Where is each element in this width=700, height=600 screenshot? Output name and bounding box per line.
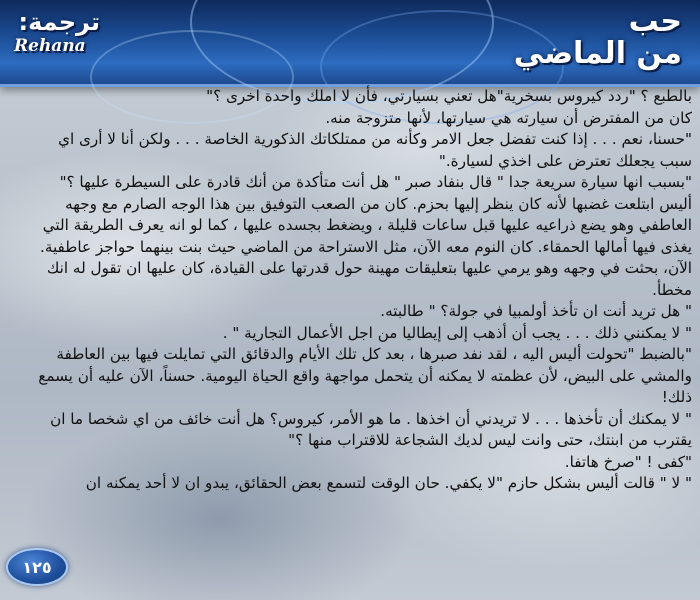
paragraph: " لا يمكنك أن تأخذها . . . لا تريدني أن اخذها . ما هو الأمر، كيروس؟ هل أنت خائف من اي شخصا ما ان يقترب من ابنتك، حتى وانت ليس لديك الشجاعة للاقتراب منها ؟": [50, 409, 692, 449]
book-title: [514, 6, 682, 69]
story-text: [22, 86, 692, 495]
title-line-2: من الماضي: [513, 35, 682, 71]
paragraph: "كفى ! "صرخ هاتفا.: [564, 452, 692, 471]
header-banner: [0, 0, 700, 87]
page-number-badge: [6, 548, 68, 586]
paragraph: أليس ابتلعت غضبها لأنه كان ينظر إليها بحزم. كان من الصعب التوفيق بين هذا الوجه الصارم مع وجهه العاطفي وهو يضع ذراعيه عليها قبل ساعات قليلة ، ويضغط بجسده عليها ، كما لو انه يعرف الطريقة التي يغذى فيها أمالها الحمقاء. كان النوم معه الآن، مثل الاستراحة من الماضي حيث بنت بينهما حواجز عاطفية. الآن، بحثت في وجهه وهو يرمي عليها بتعليقات مهينة حول قدرتها على القيادة، كان عليها ان تقول له انك مخطأ.: [40, 194, 692, 299]
paragraph: " هل تريد أنت ان تأخذ أولمبيا في جولة؟ " طالبته.: [380, 302, 692, 320]
paragraph: "حسنا، نعم . . . إذا كنت تفضل جعل الامر وكأنه من ممتلكاتك الذكورية الخاصة . . . ولكن أنا لا أرى اي سبب يجعلك تعترض على اخذي لسيارة.": [58, 130, 692, 170]
paragraph: " لا " قالت أليس بشكل حازم "لا يكفي. حان الوقت لتسمع بعض الحقائق، يبدو ان لا أحد يمكنه ان: [85, 474, 692, 492]
paragraph: بالطبع ؟ "ردد كيروس بسخرية"هل تعني بسيارتي، فأن لا املك واحدة اخرى ؟": [206, 87, 692, 105]
page-number: ١٢٥: [22, 557, 52, 577]
title-line-1: حب: [628, 4, 682, 39]
paragraph: " لا يمكنني ذلك . . . يجب أن أذهب إلى إيطاليا من اجل الأعمال التجارية " .: [222, 323, 692, 342]
translator-credit: [14, 8, 100, 56]
paragraph: "بسبب انها سيارة سريعة جدا " قال بنفاد صبر " هل أنت متأكدة من أنك قادرة على السيطرة عليها ؟": [59, 173, 692, 191]
paragraph: كان من المفترض أن سيارته هي سيارتها، لأنها متزوجة منه.: [325, 108, 692, 127]
paragraph: "بالضبط "تحولت أليس اليه ، لقد نفد صبرها ، بعد كل تلك الأيام والدقائق التي تمايلت فيها بين العاطفة والمشي على البيض، لأن عظمته لا يمكنه أن يتحمل مواجهة واقع الحياة اليومية. حسناً، الآن عليه أن يسمع ذلك!: [38, 345, 692, 406]
translator-name: Rehana: [14, 36, 86, 56]
translator-label: ترجمة:: [18, 8, 100, 36]
